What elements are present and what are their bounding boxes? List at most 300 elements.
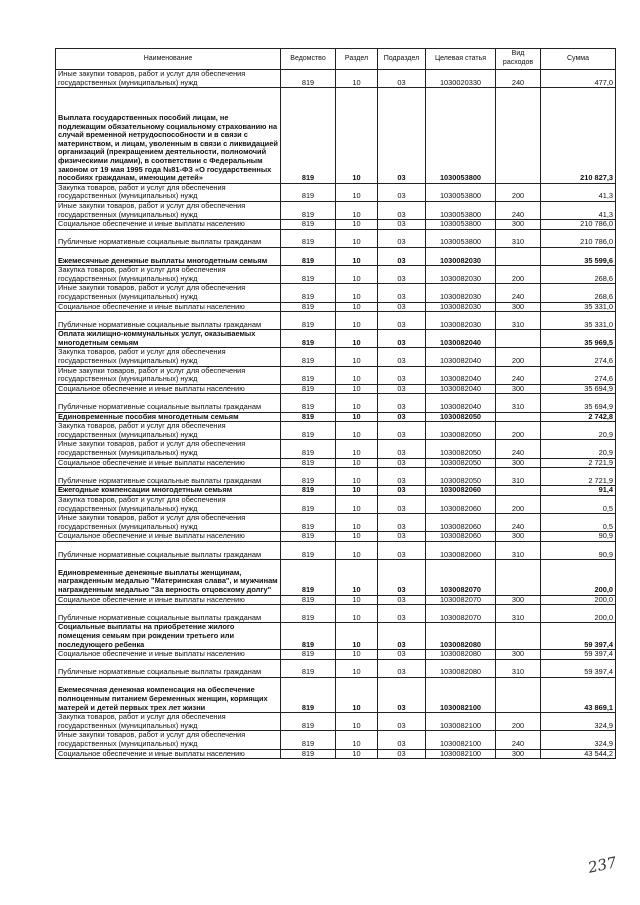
- cell-name: Социальное обеспечение и иные выплаты населению: [56, 650, 281, 660]
- cell-subsection: 03: [378, 650, 426, 660]
- cell-dept: 819: [281, 312, 336, 330]
- cell-dept: 819: [281, 422, 336, 440]
- cell-target: 1030082070: [426, 560, 496, 595]
- table-row: [56, 394, 616, 412]
- table-row: [56, 70, 616, 88]
- cell-subsection: 03: [378, 532, 426, 542]
- table-row: [56, 623, 616, 650]
- cell-subsection: 03: [378, 514, 426, 532]
- cell-dept: 819: [281, 384, 336, 394]
- cell-section: 10: [336, 440, 378, 458]
- table-row: [56, 713, 616, 731]
- cell-section: 10: [336, 495, 378, 513]
- cell-name: Иные закупки товаров, работ и услуг для обеспечения государственных (муниципальных) нужд: [56, 440, 281, 458]
- cell-kind: 240: [496, 731, 541, 749]
- cell-name: Закупка товаров, работ и услуг для обеспечения государственных (муниципальных) нужд: [56, 266, 281, 284]
- cell-target: 1030053800: [426, 88, 496, 184]
- cell-target: 1030082050: [426, 422, 496, 440]
- cell-sum: 0,5: [541, 514, 616, 532]
- table-row: [56, 495, 616, 513]
- cell-name: Единовременные пособия многодетным семьям: [56, 412, 281, 422]
- cell-kind: 300: [496, 458, 541, 468]
- cell-kind: [496, 623, 541, 650]
- cell-sum: 200,0: [541, 605, 616, 623]
- cell-name: Социальные выплаты на приобретение жилого помещения семьям при рождении третьего или последующего ребенка: [56, 623, 281, 650]
- cell-section: 10: [336, 220, 378, 230]
- cell-name: Закупка товаров, работ и услуг для обеспечения государственных (муниципальных) нужд: [56, 183, 281, 201]
- cell-section: 10: [336, 486, 378, 496]
- table-row: [56, 348, 616, 366]
- table-row: [56, 560, 616, 595]
- cell-subsection: 03: [378, 560, 426, 595]
- cell-section: 10: [336, 284, 378, 302]
- cell-target: 1030082100: [426, 713, 496, 731]
- table-row: [56, 312, 616, 330]
- cell-section: 10: [336, 458, 378, 468]
- table-row: [56, 412, 616, 422]
- cell-dept: 819: [281, 605, 336, 623]
- cell-kind: 200: [496, 266, 541, 284]
- cell-sum: 91,4: [541, 486, 616, 496]
- cell-subsection: 03: [378, 486, 426, 496]
- cell-kind: 240: [496, 514, 541, 532]
- cell-dept: 819: [281, 623, 336, 650]
- cell-section: 10: [336, 247, 378, 265]
- cell-target: 1030082080: [426, 623, 496, 650]
- cell-section: 10: [336, 312, 378, 330]
- cell-section: 10: [336, 605, 378, 623]
- cell-target: 1030082040: [426, 384, 496, 394]
- cell-target: 1030082050: [426, 412, 496, 422]
- cell-name: Иные закупки товаров, работ и услуг для обеспечения государственных (муниципальных) нужд: [56, 366, 281, 384]
- cell-subsection: 03: [378, 183, 426, 201]
- cell-sum: 35 599,6: [541, 247, 616, 265]
- header-target: Целевая статья: [426, 49, 496, 70]
- cell-kind: 300: [496, 595, 541, 605]
- cell-subsection: 03: [378, 605, 426, 623]
- cell-sum: 59 397,4: [541, 659, 616, 677]
- cell-kind: 310: [496, 468, 541, 486]
- cell-kind: 310: [496, 605, 541, 623]
- cell-section: 10: [336, 677, 378, 712]
- cell-section: 10: [336, 348, 378, 366]
- cell-sum: 2 742,8: [541, 412, 616, 422]
- cell-section: 10: [336, 731, 378, 749]
- cell-subsection: 03: [378, 366, 426, 384]
- table-row: [56, 183, 616, 201]
- cell-name: Публичные нормативные социальные выплаты гражданам: [56, 394, 281, 412]
- cell-dept: 819: [281, 749, 336, 759]
- cell-sum: 20,9: [541, 440, 616, 458]
- cell-sum: 35 694,9: [541, 384, 616, 394]
- cell-subsection: 03: [378, 659, 426, 677]
- table-row: [56, 541, 616, 559]
- cell-dept: 819: [281, 650, 336, 660]
- cell-name: Публичные нормативные социальные выплаты гражданам: [56, 605, 281, 623]
- cell-section: 10: [336, 560, 378, 595]
- cell-sum: 274,6: [541, 348, 616, 366]
- cell-section: 10: [336, 422, 378, 440]
- cell-dept: 819: [281, 247, 336, 265]
- cell-dept: 819: [281, 440, 336, 458]
- cell-subsection: 03: [378, 348, 426, 366]
- cell-name: Закупка товаров, работ и услуг для обеспечения государственных (муниципальных) нужд: [56, 713, 281, 731]
- cell-kind: 310: [496, 659, 541, 677]
- cell-kind: 240: [496, 284, 541, 302]
- cell-sum: 41,3: [541, 201, 616, 219]
- cell-target: 1030082050: [426, 458, 496, 468]
- cell-subsection: 03: [378, 412, 426, 422]
- cell-subsection: 03: [378, 440, 426, 458]
- cell-sum: 268,6: [541, 284, 616, 302]
- cell-dept: 819: [281, 731, 336, 749]
- table-row: [56, 266, 616, 284]
- cell-sum: 35 331,0: [541, 312, 616, 330]
- cell-kind: 310: [496, 312, 541, 330]
- table-row: [56, 468, 616, 486]
- cell-target: 1030082030: [426, 266, 496, 284]
- cell-sum: 2 721,9: [541, 458, 616, 468]
- cell-section: 10: [336, 532, 378, 542]
- cell-kind: [496, 247, 541, 265]
- cell-name: Иные закупки товаров, работ и услуг для обеспечения государственных (муниципальных) нужд: [56, 201, 281, 219]
- cell-sum: 200,0: [541, 560, 616, 595]
- cell-section: 10: [336, 266, 378, 284]
- cell-sum: 20,9: [541, 422, 616, 440]
- table-row: [56, 88, 616, 184]
- cell-target: 1030020330: [426, 70, 496, 88]
- cell-dept: 819: [281, 330, 336, 348]
- cell-name: Публичные нормативные социальные выплаты гражданам: [56, 659, 281, 677]
- cell-dept: 819: [281, 266, 336, 284]
- cell-target: 1030053800: [426, 183, 496, 201]
- cell-section: 10: [336, 650, 378, 660]
- cell-sum: 43 869,1: [541, 677, 616, 712]
- cell-sum: 35 331,0: [541, 302, 616, 312]
- cell-dept: 819: [281, 183, 336, 201]
- cell-sum: 2 721,9: [541, 468, 616, 486]
- cell-name: Социальное обеспечение и иные выплаты населению: [56, 532, 281, 542]
- cell-section: 10: [336, 183, 378, 201]
- cell-subsection: 03: [378, 247, 426, 265]
- cell-target: 1030053800: [426, 229, 496, 247]
- cell-sum: 35 969,5: [541, 330, 616, 348]
- cell-subsection: 03: [378, 229, 426, 247]
- cell-dept: 819: [281, 302, 336, 312]
- header-name: Наименование: [56, 49, 281, 70]
- cell-section: 10: [336, 330, 378, 348]
- table-row: [56, 650, 616, 660]
- table-row: [56, 366, 616, 384]
- cell-target: 1030082060: [426, 532, 496, 542]
- cell-kind: [496, 88, 541, 184]
- cell-kind: 300: [496, 532, 541, 542]
- cell-target: 1030082050: [426, 468, 496, 486]
- cell-name: Социальное обеспечение и иные выплаты населению: [56, 458, 281, 468]
- cell-kind: 310: [496, 229, 541, 247]
- cell-sum: 324,9: [541, 731, 616, 749]
- cell-subsection: 03: [378, 394, 426, 412]
- cell-dept: 819: [281, 495, 336, 513]
- budget-table: [55, 48, 616, 759]
- cell-name: Социальное обеспечение и иные выплаты населению: [56, 220, 281, 230]
- cell-subsection: 03: [378, 541, 426, 559]
- cell-name: Публичные нормативные социальные выплаты гражданам: [56, 229, 281, 247]
- table-row: [56, 677, 616, 712]
- cell-subsection: 03: [378, 713, 426, 731]
- cell-sum: 324,9: [541, 713, 616, 731]
- cell-kind: 310: [496, 541, 541, 559]
- cell-subsection: 03: [378, 284, 426, 302]
- table-row: [56, 330, 616, 348]
- cell-section: 10: [336, 201, 378, 219]
- cell-target: 1030082080: [426, 659, 496, 677]
- cell-subsection: 03: [378, 384, 426, 394]
- cell-name: Иные закупки товаров, работ и услуг для обеспечения государственных (муниципальных) нужд: [56, 731, 281, 749]
- cell-subsection: 03: [378, 749, 426, 759]
- cell-name: Публичные нормативные социальные выплаты гражданам: [56, 312, 281, 330]
- cell-target: 1030082030: [426, 302, 496, 312]
- table-row: [56, 595, 616, 605]
- cell-kind: 300: [496, 650, 541, 660]
- table-row: [56, 659, 616, 677]
- cell-target: 1030082100: [426, 749, 496, 759]
- cell-kind: 300: [496, 302, 541, 312]
- cell-name: Ежемесячные денежные выплаты многодетным семьям: [56, 247, 281, 265]
- table-row: [56, 514, 616, 532]
- page-number: 237: [586, 853, 619, 877]
- cell-target: 1030082040: [426, 394, 496, 412]
- cell-dept: 819: [281, 458, 336, 468]
- cell-subsection: 03: [378, 302, 426, 312]
- cell-subsection: 03: [378, 266, 426, 284]
- cell-subsection: 03: [378, 731, 426, 749]
- cell-sum: 90,9: [541, 532, 616, 542]
- cell-dept: 819: [281, 560, 336, 595]
- cell-section: 10: [336, 514, 378, 532]
- cell-sum: 59 397,4: [541, 623, 616, 650]
- cell-kind: 200: [496, 183, 541, 201]
- cell-subsection: 03: [378, 468, 426, 486]
- cell-name: Социальное обеспечение и иные выплаты населению: [56, 384, 281, 394]
- header-subsection: Подраздел: [378, 49, 426, 70]
- cell-dept: 819: [281, 70, 336, 88]
- cell-subsection: 03: [378, 422, 426, 440]
- table-row: [56, 201, 616, 219]
- cell-name: Публичные нормативные социальные выплаты гражданам: [56, 541, 281, 559]
- cell-sum: 210 827,3: [541, 88, 616, 184]
- cell-target: 1030082060: [426, 495, 496, 513]
- cell-sum: 477,0: [541, 70, 616, 88]
- cell-sum: 268,6: [541, 266, 616, 284]
- cell-dept: 819: [281, 88, 336, 184]
- cell-dept: 819: [281, 229, 336, 247]
- cell-sum: 35 694,9: [541, 394, 616, 412]
- table-header-row: [56, 49, 616, 70]
- cell-target: 1030053800: [426, 220, 496, 230]
- cell-kind: 200: [496, 348, 541, 366]
- table-row: [56, 229, 616, 247]
- header-section: Раздел: [336, 49, 378, 70]
- cell-dept: 819: [281, 541, 336, 559]
- cell-dept: 819: [281, 659, 336, 677]
- cell-dept: 819: [281, 366, 336, 384]
- table-row: [56, 422, 616, 440]
- cell-name: Закупка товаров, работ и услуг для обеспечения государственных (муниципальных) нужд: [56, 495, 281, 513]
- cell-name: Закупка товаров, работ и услуг для обеспечения государственных (муниципальных) нужд: [56, 348, 281, 366]
- cell-target: 1030082040: [426, 366, 496, 384]
- cell-sum: 90,9: [541, 541, 616, 559]
- table-row: [56, 458, 616, 468]
- cell-sum: 200,0: [541, 595, 616, 605]
- cell-target: 1030082060: [426, 486, 496, 496]
- table-row: [56, 220, 616, 230]
- cell-dept: 819: [281, 486, 336, 496]
- cell-target: 1030082050: [426, 440, 496, 458]
- cell-kind: 300: [496, 749, 541, 759]
- cell-kind: 300: [496, 220, 541, 230]
- table-row: [56, 247, 616, 265]
- cell-subsection: 03: [378, 495, 426, 513]
- cell-name: Оплата жилищно-коммунальных услуг, оказываемых многодетным семьям: [56, 330, 281, 348]
- header-dept: Ведомство: [281, 49, 336, 70]
- cell-sum: 59 397,4: [541, 650, 616, 660]
- table-row: [56, 440, 616, 458]
- cell-kind: 300: [496, 384, 541, 394]
- table-row: [56, 384, 616, 394]
- cell-target: 1030082080: [426, 650, 496, 660]
- cell-section: 10: [336, 88, 378, 184]
- cell-target: 1030053800: [426, 201, 496, 219]
- cell-subsection: 03: [378, 623, 426, 650]
- cell-dept: 819: [281, 284, 336, 302]
- cell-dept: 819: [281, 595, 336, 605]
- table-body: [56, 70, 616, 759]
- cell-target: 1030082030: [426, 312, 496, 330]
- cell-sum: 274,6: [541, 366, 616, 384]
- cell-name: Социальное обеспечение и иные выплаты населению: [56, 749, 281, 759]
- cell-kind: 200: [496, 422, 541, 440]
- cell-target: 1030082100: [426, 677, 496, 712]
- cell-target: 1030082030: [426, 247, 496, 265]
- cell-subsection: 03: [378, 312, 426, 330]
- cell-subsection: 03: [378, 201, 426, 219]
- cell-dept: 819: [281, 713, 336, 731]
- cell-name: Социальное обеспечение и иные выплаты населению: [56, 302, 281, 312]
- cell-kind: 200: [496, 495, 541, 513]
- cell-dept: 819: [281, 514, 336, 532]
- cell-section: 10: [336, 229, 378, 247]
- cell-kind: 310: [496, 394, 541, 412]
- cell-kind: 240: [496, 440, 541, 458]
- table-row: [56, 605, 616, 623]
- cell-target: 1030082060: [426, 541, 496, 559]
- cell-kind: [496, 560, 541, 595]
- cell-section: 10: [336, 541, 378, 559]
- cell-target: 1030082030: [426, 284, 496, 302]
- table-row: [56, 302, 616, 312]
- cell-subsection: 03: [378, 70, 426, 88]
- cell-sum: 0,5: [541, 495, 616, 513]
- cell-section: 10: [336, 623, 378, 650]
- table-row: [56, 731, 616, 749]
- cell-kind: [496, 486, 541, 496]
- header-kind: Вид расходов: [496, 49, 541, 70]
- cell-dept: 819: [281, 532, 336, 542]
- cell-dept: 819: [281, 412, 336, 422]
- cell-dept: 819: [281, 394, 336, 412]
- cell-name: Иные закупки товаров, работ и услуг для обеспечения государственных (муниципальных) нужд: [56, 284, 281, 302]
- cell-section: 10: [336, 713, 378, 731]
- cell-section: 10: [336, 70, 378, 88]
- cell-kind: 240: [496, 70, 541, 88]
- cell-name: Ежегодные компенсации многодетным семьям: [56, 486, 281, 496]
- cell-target: 1030082070: [426, 605, 496, 623]
- cell-section: 10: [336, 749, 378, 759]
- cell-kind: 240: [496, 366, 541, 384]
- cell-subsection: 03: [378, 330, 426, 348]
- cell-section: 10: [336, 394, 378, 412]
- cell-section: 10: [336, 595, 378, 605]
- cell-sum: 210 786,0: [541, 220, 616, 230]
- cell-target: 1030082040: [426, 330, 496, 348]
- cell-dept: 819: [281, 468, 336, 486]
- cell-section: 10: [336, 384, 378, 394]
- cell-target: 1030082040: [426, 348, 496, 366]
- cell-subsection: 03: [378, 88, 426, 184]
- cell-name: Иные закупки товаров, работ и услуг для обеспечения государственных (муниципальных) нужд: [56, 70, 281, 88]
- cell-subsection: 03: [378, 595, 426, 605]
- cell-kind: 240: [496, 201, 541, 219]
- cell-section: 10: [336, 412, 378, 422]
- cell-target: 1030082070: [426, 595, 496, 605]
- cell-name: Иные закупки товаров, работ и услуг для обеспечения государственных (муниципальных) нужд: [56, 514, 281, 532]
- cell-section: 10: [336, 659, 378, 677]
- header-sum: Сумма: [541, 49, 616, 70]
- budget-page: [55, 48, 615, 759]
- cell-subsection: 03: [378, 458, 426, 468]
- cell-subsection: 03: [378, 677, 426, 712]
- cell-section: 10: [336, 302, 378, 312]
- cell-target: 1030082060: [426, 514, 496, 532]
- table-row: [56, 486, 616, 496]
- cell-name: Выплата государственных пособий лицам, не подлежащим обязательному социальному страхованию на случай временной нетрудоспособности и в связи с материнством, и лицам, уволенным в связи с ликвидацией организаций (прекращением деятельности, полномочий физическими лицами), в соответствии с Федеральным законом от 19 мая 1995 года №81-ФЗ «О государственных пособиях гражданам, имеющим детей»: [56, 88, 281, 184]
- cell-sum: 41,3: [541, 183, 616, 201]
- cell-dept: 819: [281, 348, 336, 366]
- table-row: [56, 532, 616, 542]
- cell-dept: 819: [281, 201, 336, 219]
- cell-kind: [496, 330, 541, 348]
- table-row: [56, 749, 616, 759]
- cell-dept: 819: [281, 220, 336, 230]
- cell-sum: 210 786,0: [541, 229, 616, 247]
- cell-name: Социальное обеспечение и иные выплаты населению: [56, 595, 281, 605]
- cell-target: 1030082100: [426, 731, 496, 749]
- cell-kind: [496, 677, 541, 712]
- cell-kind: [496, 412, 541, 422]
- cell-section: 10: [336, 366, 378, 384]
- table-row: [56, 284, 616, 302]
- cell-kind: 200: [496, 713, 541, 731]
- cell-subsection: 03: [378, 220, 426, 230]
- cell-name: Ежемесячная денежная компенсация на обеспечение полноценным питанием беременных женщин, кормящих матерей и детей первых трех лет жизни: [56, 677, 281, 712]
- cell-sum: 43 544,2: [541, 749, 616, 759]
- cell-name: Закупка товаров, работ и услуг для обеспечения государственных (муниципальных) нужд: [56, 422, 281, 440]
- cell-section: 10: [336, 468, 378, 486]
- cell-dept: 819: [281, 677, 336, 712]
- cell-name: Публичные нормативные социальные выплаты гражданам: [56, 468, 281, 486]
- cell-name: Единовременные денежные выплаты женщинам, награжденным медалью "Материнская слава", и мужчинам награжденным медалью "За верность отцовскому долгу": [56, 560, 281, 595]
